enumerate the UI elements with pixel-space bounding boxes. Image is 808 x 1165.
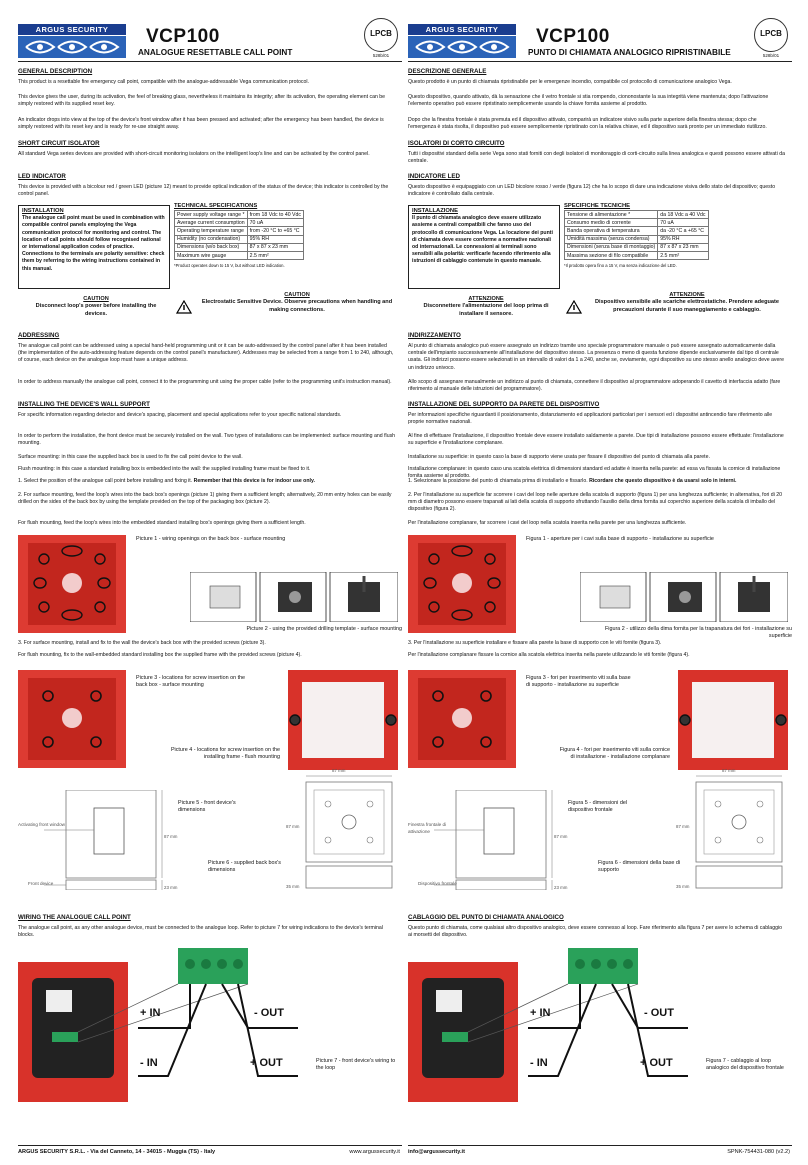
dimension-23-front: 23 mm [554,885,568,890]
addressing-heading: ADDRESSING [18,332,60,339]
picture-4-frame-screws [288,670,398,770]
label-activating-window: Activating front window [18,822,65,827]
picture-7-wiring [18,948,318,1108]
product-subtitle: ANALOGUE RESETTABLE CALL POINT [138,48,293,57]
spec-row [175,227,304,235]
picture-6-caption: Figura 6 - dimensioni della base di supporto [598,860,681,873]
spec-label: Umidità massima (senza condensa) [565,235,658,243]
spec-row [565,251,709,259]
spec-label: Average current consumption [175,219,248,227]
spec-value: from 18 Vdc to 40 Vdc [247,211,303,219]
lpcb-number: 528b/01 [372,53,390,58]
addressing-p1: Al punto di chiamata analogico può essere assegnato un indirizzo tramite uno speciale programmatore manuale o può essere assegnato automaticamente dalla centrale dell'impianto successivamente all'installazione del dispositivo stesso. La presenza o meno di questa funzione dipende esclusivamente dal tipo di centrale usata. Gli indirizzi possono essere selezionati in un intervallo di valori da 1 a 240, anche se, ovviamente, ogni dispositivo su uno stesso anello analogico deve avere un indirizzo univoco. [408,343,785,371]
picture-6-backbox-dimensions [300,772,398,890]
caution-esd-heading: CAUTION [284,292,310,298]
spec-label: Operating temperature range [175,227,248,235]
terminal-minus-out: - OUT [254,1007,284,1019]
brand-name: ARGUS SECURITY [408,24,516,35]
spec-value: 95% RH [247,235,303,243]
wall-support-p8: 3. Per l'installazione su superficie installare e fissare alla parete la base di supporto con le viti fornite (figura 3). [408,640,662,646]
wall-support-p8: 3. For surface mounting, install and fix to the wall the device's back box with the provided screws (picture 3). [18,640,266,646]
wiring-text: Questo punto di chiamata, come qualsiasi altro dispositivo analogico, deve essere connesso al loop. Fare riferimento alla figura 7 per avere lo schema di cablaggio ai morsetti del dispositivo. [408,925,782,939]
wall-support-p3: Surface mounting: in this case the supplied back box is used to fix the call point device to the wall. [18,454,243,460]
page-footer [18,1145,402,1155]
wall-support-p6: 2. For surface mounting, feed the loop's wires into the back box's openings (picture 1) giving them a sufficient length; alternatively, 20 mm entry holes can be easily drilled on the sides of the back box by using the template provided on the top of the packaging box (picture 2). [18,492,392,506]
led-heading: INDICATORE LED [408,173,461,180]
picture-5-front-dimensions [26,790,174,890]
spec-row [565,243,709,251]
general-description-p2: This device gives the user, during its activation, the feel of breaking glass, nevertheless it maintains its integrity; after its activation, the operating element can be simply restored with its supplied reset key. [18,94,386,108]
terminal-plus-out: + OUT [250,1057,283,1069]
argus-eye-icon [408,36,516,58]
picture-4-frame-screws [678,670,788,770]
spec-label: Power supply voltage range * [175,211,248,219]
installation-text: The analogue call point must be used in combination with compatible control panels employing the Vega communication protocol for monitoring and control. The location of call points should follow recognised national or international application codes of practice. Connections to the terminals are polarity sensitive: check them by referring to the wiring instructions contained in this manual. [22,215,165,272]
addressing-p2: Allo scopo di assegnare manualmente un indirizzo al punto di chiamata, connettere il dispositivo al programmatore adoperando il cavetto di interfaccia adatto (fare riferimento al manuale delle istruzioni del programmatore). [408,379,781,393]
picture-3-backbox-screws [18,670,126,768]
picture-1-backbox [18,535,126,633]
wall-support-p5: 1. Select the position of the analogue call point before installing and fixing it. Remember that this device is for indoor use only. [18,478,315,484]
wall-support-p2: Al fine di effettuare l'installazione, il dispositivo frontale deve essere installato saldamente a parete. Due tipi di installazione possono essere effettuate: l'installazione su superficie e l'installazione complanare. [408,433,784,447]
spec-note: *Product operates down to 15 V, but without LED indication. [174,263,285,269]
dimension-87-top: 87 mm [722,768,736,773]
wall-support-p1: For specific information regarding detector and device's spacing, placement and special applications refer to your specific national standards. [18,412,342,418]
led-text: This device is provided with a bicolour red / green LED (picture 12) meant to provide optical indication of the status of the device; this indicator is controlled by the control panel. [18,184,389,198]
lpcb-certification [750,18,792,60]
addressing-heading: INDIRIZZAMENTO [408,332,461,339]
installation-text: Il punto di chiamata analogico deve essere utilizzato assieme a centrali compatibili che fanno uso del protocollo di comunicazione Vega. La locazione dei punti di chiamata deve essere conforme a normative nazionali od internazionali. Le connessioni ai terminali sono sensibili alla polarità: verificarle facendo riferimento alla istruzioni di cablaggio contenute in questo manuale. [412,215,553,265]
label-activating-window: Finestra frontale di attivazione [408,822,447,834]
product-code: VCP100 [146,26,220,47]
led-text: Questo dispositivo è equipaggiato con un LED bicolore rosso / verde (figura 12) che ha lo scopo di dare una indicazione visiva dello stato del dispositivo; questo indicatore è controllato dalla centrale. [408,184,776,198]
wiring-heading: WIRING THE ANALOGUE CALL POINT [18,914,131,921]
caution-esd [194,292,400,314]
caution-esd-text: Dispositivo sensibile alle scariche elettrostatiche. Prendere adeguate precauzioni durante il suo maneggiamento e cablaggio. [594,299,780,313]
terminal-plus-out: + OUT [640,1057,673,1069]
spec-row [175,219,304,227]
spec-row [565,211,709,219]
picture-4-caption: Picture 4 - locations for screw insertion on the installing frame - flush mounting [170,747,280,760]
spec-value: da -20 °C a +65 °C [658,227,708,235]
picture-4-caption: Figura 4 - fori per inserimento viti sulla cornice di installazione - installazione complanare [559,747,670,760]
wall-support-p1: Per informazioni specifiche riguardanti il posizionamento, distanziamento ed applicazioni particolari per i sensori ed i dispositivi antincendio fare riferimento alle proprie normative nazionali. [408,412,773,426]
spec-note: *Il prodotto opera fino a 15 V, ma senza indicazione del LED. [564,263,677,269]
caution-power-heading: ATTENZIONE [468,296,504,302]
spec-label: Humidity (no condensation) [175,235,248,243]
dimension-87-side: 87 mm [286,824,300,829]
general-description-p2: Questo dispositivo, quando attivato, dà la sensazione che il vetro frontale si stia rompendo, ciononostante la sua integrità viene mantenuta; dopo l'attivazione l'elemento operativo può essere ripristinato semplicemente usando la chiave fornita assieme al prodotto. [408,94,769,108]
picture-6-caption: Picture 6 - supplied back box's dimensions [208,860,281,873]
brand-name: ARGUS SECURITY [18,24,126,35]
spec-label: Tensione di alimentazione * [565,211,658,219]
led-heading: LED INDICATOR [18,173,66,180]
footer-left: ARGUS SECURITY S.R.L. - Via del Canneto, 14 - 34015 - Muggia (TS) - Italy [18,1149,216,1155]
wall-support-p9: Per l'installazione complanare fissare la cornice alla scatola elettrica inserita nella parete utilizzando le viti fornite (figura 4). [408,652,690,658]
footer-left: info@argussecurity.it [408,1149,465,1155]
picture-2-drilling [190,572,398,622]
footer-right: www.argussecurity.it [349,1149,400,1155]
dimension-87-side: 87 mm [676,824,690,829]
terminal-block-small [442,1032,468,1042]
picture-7-caption: Picture 7 - front device's wiring to the loop [316,1058,396,1071]
dimension-35-side: 35 mm [676,884,690,889]
caution-esd [584,292,790,314]
page-footer [408,1145,792,1155]
spec-value: 87 x 87 x 23 mm [247,243,303,251]
label-front-device: Dispositivo frontale [418,881,457,886]
terminal-block-small [52,1032,78,1042]
spec-row [175,243,304,251]
general-description-heading: GENERAL DESCRIPTION [18,68,93,75]
terminal-minus-in: - IN [530,1057,548,1069]
product-subtitle: PUNTO DI CHIAMATA ANALOGICO RIPRISTINABILE [528,48,731,57]
esd-warning-icon [566,300,582,314]
addressing-p2: In order to address manually the analogue call point, connect it to the programming unit using the proper cable (refer to the programming unit's instruction manual). [18,379,392,385]
spec-row [175,235,304,243]
wall-support-p7: Per l'installazione complanare, far scorrere i cavi del loop nella scatola inserita nella parete per una lunghezza sufficiente. [408,520,687,526]
picture-5-front-dimensions [416,790,564,890]
label-front-device: Front device [28,881,54,886]
wall-support-p2: In order to perform the installation, the front device must be securely installed on the wall. Two types of installations can be implemented: surface mounting and flush mounting. [18,433,396,447]
picture-3-caption: Figura 3 - fori per inserimento viti sulla base di supporto - installazione su superficie [526,675,631,688]
addressing-p1: The analogue call point can be addressed using a special hand-held programming unit or it can be auto-addressed by the control panel after it has been installed (the implementation of the auto-addressing feature depends on the control panel's manufacturer). Addresses may be selected from a range from 1 to 240, although, of course, each device on the analogue loop must have a unique address. [18,343,394,364]
terminal-plus-in: + IN [530,1007,551,1019]
spec-table [564,203,709,268]
wall-support-p7: For flush mounting, feed the loop's wires into the embedded standard installing box's openings giving them a sufficient length. [18,520,306,526]
spec-row [565,227,709,235]
picture-7-caption: Figura 7 - cablaggio al loop analogico del dispositivo frontale [706,1058,784,1071]
wall-support-p4: Installazione complanare: in questo caso una scatola elettrica di dimensioni standard ed adatte è inserita nella parete: ad essa va fissata la cornice di installazione fornita assieme al prodotto. [408,466,781,480]
picture-2-drilling [580,572,788,622]
spec-row [565,235,709,243]
general-description-heading: DESCRIZIONE GENERALE [408,68,487,75]
general-description-p3: Dopo che la finestra frontale è stata premuta ed il dispositivo attivato, comparirà un indicatore visivo sulla parte superiore della finestra stessa; dopo che l'emergenza è stata risolta, il dispositivo può essere semplicemente ripristinato con la relativa chiave, ed il dispositivo sarà pronto per un immediato riutilizzo. [408,117,767,131]
lpcb-mark: LPCB [370,29,392,38]
wall-support-p5: 1. Selezionare la posizione del punto di chiamata prima di installarlo e fissarlo. Ricordare che questo dispositivo è da usarsi solo in interni. [408,478,737,484]
spec-label: Consumo medio di corrente [565,219,658,227]
spec-table [174,203,304,268]
spec-row [565,219,709,227]
dimension-87-front: 87 mm [554,834,568,839]
wiring-text: The analogue call point, as any other analogue device, must be connected to the analogue loop. Refer to picture 7 for wiring indications to the device's terminal blocks. [18,925,383,939]
wall-support-p4: Flush mounting: in this case a standard installing box is embedded into the wall: the supplied installing frame must be fixed to it. [18,466,311,472]
wall-support-heading: INSTALLAZIONE DEL SUPPORTO DA PARETE DEL DISPOSITIVO [408,401,600,408]
picture-5-caption: Picture 5 - front device's dimensions [178,800,236,813]
installation-box [18,205,170,289]
spec-label: Dimensions (w/o back box) [175,243,248,251]
picture-5-caption: Figura 5 - dimensioni del dispositivo frontale [568,800,628,813]
caution-esd-text: Electrostatic Sensitive Device. Observe precautions when handling and making connections. [201,299,393,313]
wall-support-p3: Installazione su superficie: in questo caso la base di supporto viene usata per fissare il dispositivo del punto di chiamata alla parete. [408,454,710,460]
caution-power-heading: CAUTION [83,296,109,302]
picture-2-caption: Figura 2 - utilizzo della dima fornita per la trapanatura dei fori - installazione su superficie [605,626,792,639]
spec-value: 95% RH [658,235,708,243]
general-description-p1: This product is a resettable fire emergency call point, compatible with the analogue-addressable Vega communication protocol. [18,79,309,85]
picture-1-backbox [408,535,516,633]
short-circuit-text: All standard Vega series devices are provided with short-circuit monitoring isolators on the intelligent loop's line and can be activated by the control panel. [18,151,370,157]
lpcb-mark: LPCB [760,29,782,38]
installation-heading: INSTALLATION [22,208,64,214]
short-circuit-heading: SHORT CIRCUIT ISOLATOR [18,140,100,147]
spec-label: Dimensioni (senza base di montaggio) [565,243,658,251]
caution-power [24,296,168,318]
wall-support-p9: For flush mounting, fix to the wall-embedded standard installing box the supplied frame with the provided screws (picture 4). [18,652,302,658]
product-code: VCP100 [536,26,610,47]
caution-power-text: Disconnect loop's power before installing the devices. [35,303,157,317]
installation-box [408,205,560,289]
caution-power-text: Disconnettere l'alimentazione del loop prima di installare il sensore. [423,303,549,317]
spec-value: from -20 °C to +65 °C [247,227,303,235]
short-circuit-heading: ISOLATORI DI CORTO CIRCUITO [408,140,505,147]
english-column [18,0,402,1165]
spec-heading: TECHNICAL SPECIFICATIONS [174,203,258,209]
spec-value: 70 uA [658,219,708,227]
picture-3-caption: Picture 3 - locations for screw insertion on the back box - surface mounting [136,675,246,688]
spec-label: Banda operativa di temperatura [565,227,658,235]
spec-value: 2.5 mm² [247,251,303,259]
spec-label: Maximum wire gauge [175,251,248,259]
terminal-plus-in: + IN [140,1007,161,1019]
wall-support-p6: 2. Per l'installazione su superficie far scorrere i cavi del loop nelle aperture della scatola di supporto (figura 1) per una lunghezza sufficiente; in alternativa, fori di 20 mm di diametro possono essere trapanati ai lati della scatola di supporto sfruttando l'ausilio della dima fornita sul coperchio superiore della scatola di imballo del dispositivo (figura 2). [408,492,783,513]
caution-power [414,296,558,318]
argus-eye-icon [18,36,126,58]
dimension-35-side: 35 mm [286,884,300,889]
general-description-p1: Questo prodotto è un punto di chiamata ripristinabile per le emergenze incendio, compatibile col protocollo di comunicazione analogico Vega. [408,79,732,85]
spec-value: 70 uA [247,219,303,227]
footer-right: SPNK-754431-080 (v2.2) [727,1149,790,1155]
picture-7-wiring [408,948,708,1108]
page-header [408,0,792,62]
lpcb-certification [360,18,402,60]
picture-1-caption: Picture 1 - wiring openings on the back box - surface mounting [136,536,286,542]
spec-heading: SPECIFICHE TECNICHE [564,203,631,209]
spec-row [175,251,304,259]
terminal-minus-out: - OUT [644,1007,674,1019]
picture-1-caption: Figura 1 - aperture per i cavi sulla base di supporto - installazione su superficie [526,536,714,542]
dimension-87-top: 87 mm [332,768,346,773]
spec-row [175,211,304,219]
esd-warning-icon [176,300,192,314]
spec-value: 2.5 mm² [658,251,708,259]
spec-value: 87 x 87 x 23 mm [658,243,708,251]
picture-6-backbox-dimensions [690,772,788,890]
wall-support-heading: INSTALLING THE DEVICE'S WALL SUPPORT [18,401,150,408]
terminal-minus-in: - IN [140,1057,158,1069]
wiring-heading: CABLAGGIO DEL PUNTO DI CHIAMATA ANALOGICO [408,914,564,921]
spec-value: da 18 Vdc a 40 Vdc [658,211,708,219]
caution-esd-heading: ATTENZIONE [669,292,705,298]
lpcb-number: 528b/01 [762,53,780,58]
general-description-p3: An indicator drops into view at the top of the device's front window after it has been pressed and activated; after the emergency has been handled, the device is simply restored with its reset key and is ready for re-use straight away. [18,117,384,131]
installation-heading: INSTALLAZIONE [412,208,458,214]
dimension-87-front: 87 mm [164,834,178,839]
short-circuit-text: Tutti i dispositivi standard della serie Vega sono stati forniti con degli isolatori di monitoraggio di corti-circuito sulla linea analogica e questi possono essere attivati da centrale. [408,151,785,165]
dimension-23-front: 23 mm [164,885,178,890]
argus-logo [18,24,126,58]
picture-2-caption: Picture 2 - using the provided drilling template - surface mounting [246,626,402,632]
italian-column [408,0,792,1165]
page-header [18,0,402,62]
spec-label: Massima sezione di filo compatibile [565,251,658,259]
argus-logo [408,24,516,58]
picture-3-backbox-screws [408,670,516,768]
